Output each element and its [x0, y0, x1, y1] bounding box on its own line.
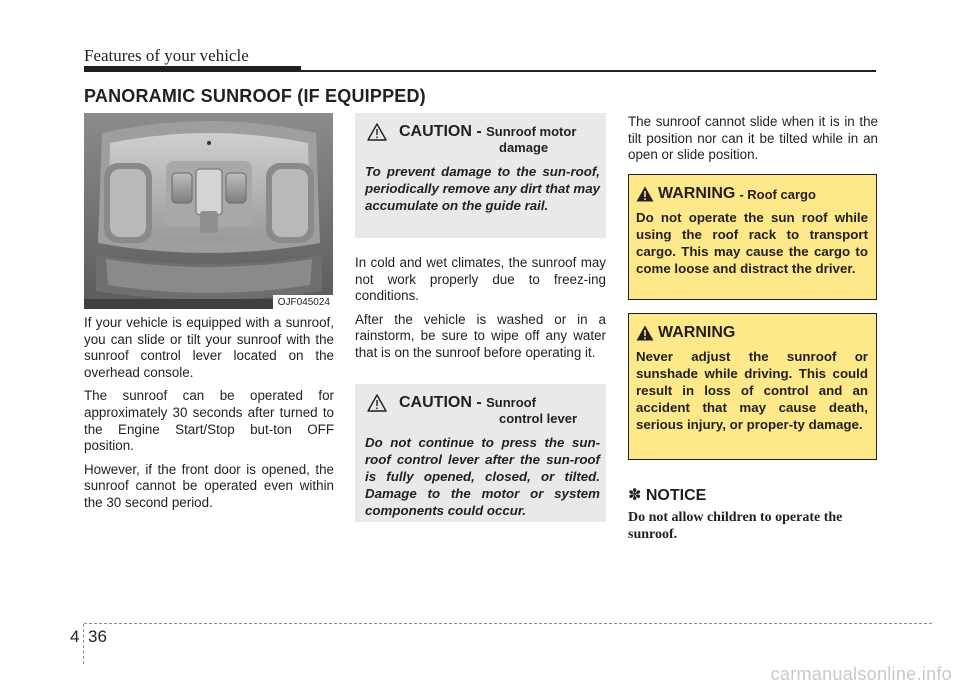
notice-text: Do not allow children to operate the sunroof. [628, 510, 843, 542]
paragraph: In cold and wet climates, the sunroof may not work properly due to freez-ing conditions. [355, 255, 606, 304]
chapter-number: 4 [70, 627, 80, 646]
caution-box-control-lever [355, 384, 606, 522]
caution-title: Sunroof motor [486, 124, 577, 139]
caution-header [365, 123, 600, 155]
column-3-text [628, 114, 878, 171]
warning-text: Never adjust the sunroof or sunshade while driving. This could result in loss of control and an accident that may cause death, serious injury, or proper-ty damage. [636, 349, 868, 432]
paragraph: The sunroof cannot slide when it is in the tilt position nor can it be tilted while in an open or slide position. [628, 114, 878, 163]
caution-text: To prevent damage to the sun-roof, periodically remove any dirt that may accumulate on the guide rail. [365, 164, 600, 213]
caution-title-line2: damage [499, 140, 549, 155]
overhead-console-illustration [84, 113, 333, 309]
paragraph: If your vehicle is equipped with a sunroof, you can slide or tilt your sunroof with the sunroof control lever located on the overhead console. [84, 315, 334, 380]
warning-word: WARNING [658, 324, 736, 341]
caution-word: CAUTION - [399, 123, 482, 140]
page-number: 36 [88, 627, 107, 646]
warning-header [636, 324, 868, 342]
column-1-text [84, 315, 334, 519]
caution-triangle-icon [367, 394, 387, 412]
caution-triangle-icon [367, 123, 387, 141]
section-title: PANORAMIC SUNROOF (IF EQUIPPED) [84, 86, 426, 106]
header-bar [84, 66, 301, 72]
warning-title: - Roof cargo [739, 186, 816, 202]
warning-header [636, 185, 868, 203]
caution-word: CAUTION - [399, 394, 482, 411]
paragraph: The sunroof can be operated for approximately 30 seconds after turned to the Engine Start/Stop but-ton OFF position. [84, 388, 334, 454]
warning-triangle-icon [636, 325, 654, 341]
warning-triangle-icon [636, 186, 654, 202]
caution-box-sunroof-motor [355, 113, 606, 238]
overhead-console-photo [84, 113, 333, 309]
photo-label: OJF045024 [273, 295, 333, 309]
warning-box-roof-cargo [628, 174, 877, 300]
footer-rule [84, 623, 932, 624]
header-title: Features of your vehicle [84, 46, 249, 65]
header-rule [301, 70, 876, 72]
warning-text: Do not operate the sun roof while using the roof rack to transport cargo. This may cause the cargo to come loose and distract the driver. [636, 210, 868, 276]
caution-text: Do not continue to press the sun-roof control lever after the sun-roof is fully opened, closed, or tilted. Damage to the motor or system components could occur. [365, 435, 600, 518]
footer-divider [83, 624, 84, 664]
notice-title: ✽ NOTICE [628, 487, 707, 504]
caution-title-line2: control lever [499, 411, 578, 426]
column-2-text [355, 255, 606, 369]
caution-header [365, 394, 600, 426]
paragraph: However, if the front door is opened, the sunroof cannot be operated even within the 30 second period. [84, 461, 334, 510]
watermark-link[interactable]: carmanualsonline.info [770, 664, 952, 684]
warning-word: WARNING [658, 185, 736, 202]
warning-box-adjust-while-driving [628, 313, 877, 460]
caution-title: Sunroof [486, 395, 536, 410]
paragraph: After the vehicle is washed or in a rainstorm, be sure to wipe off any water that is on the sunroof before operating it. [355, 311, 606, 360]
